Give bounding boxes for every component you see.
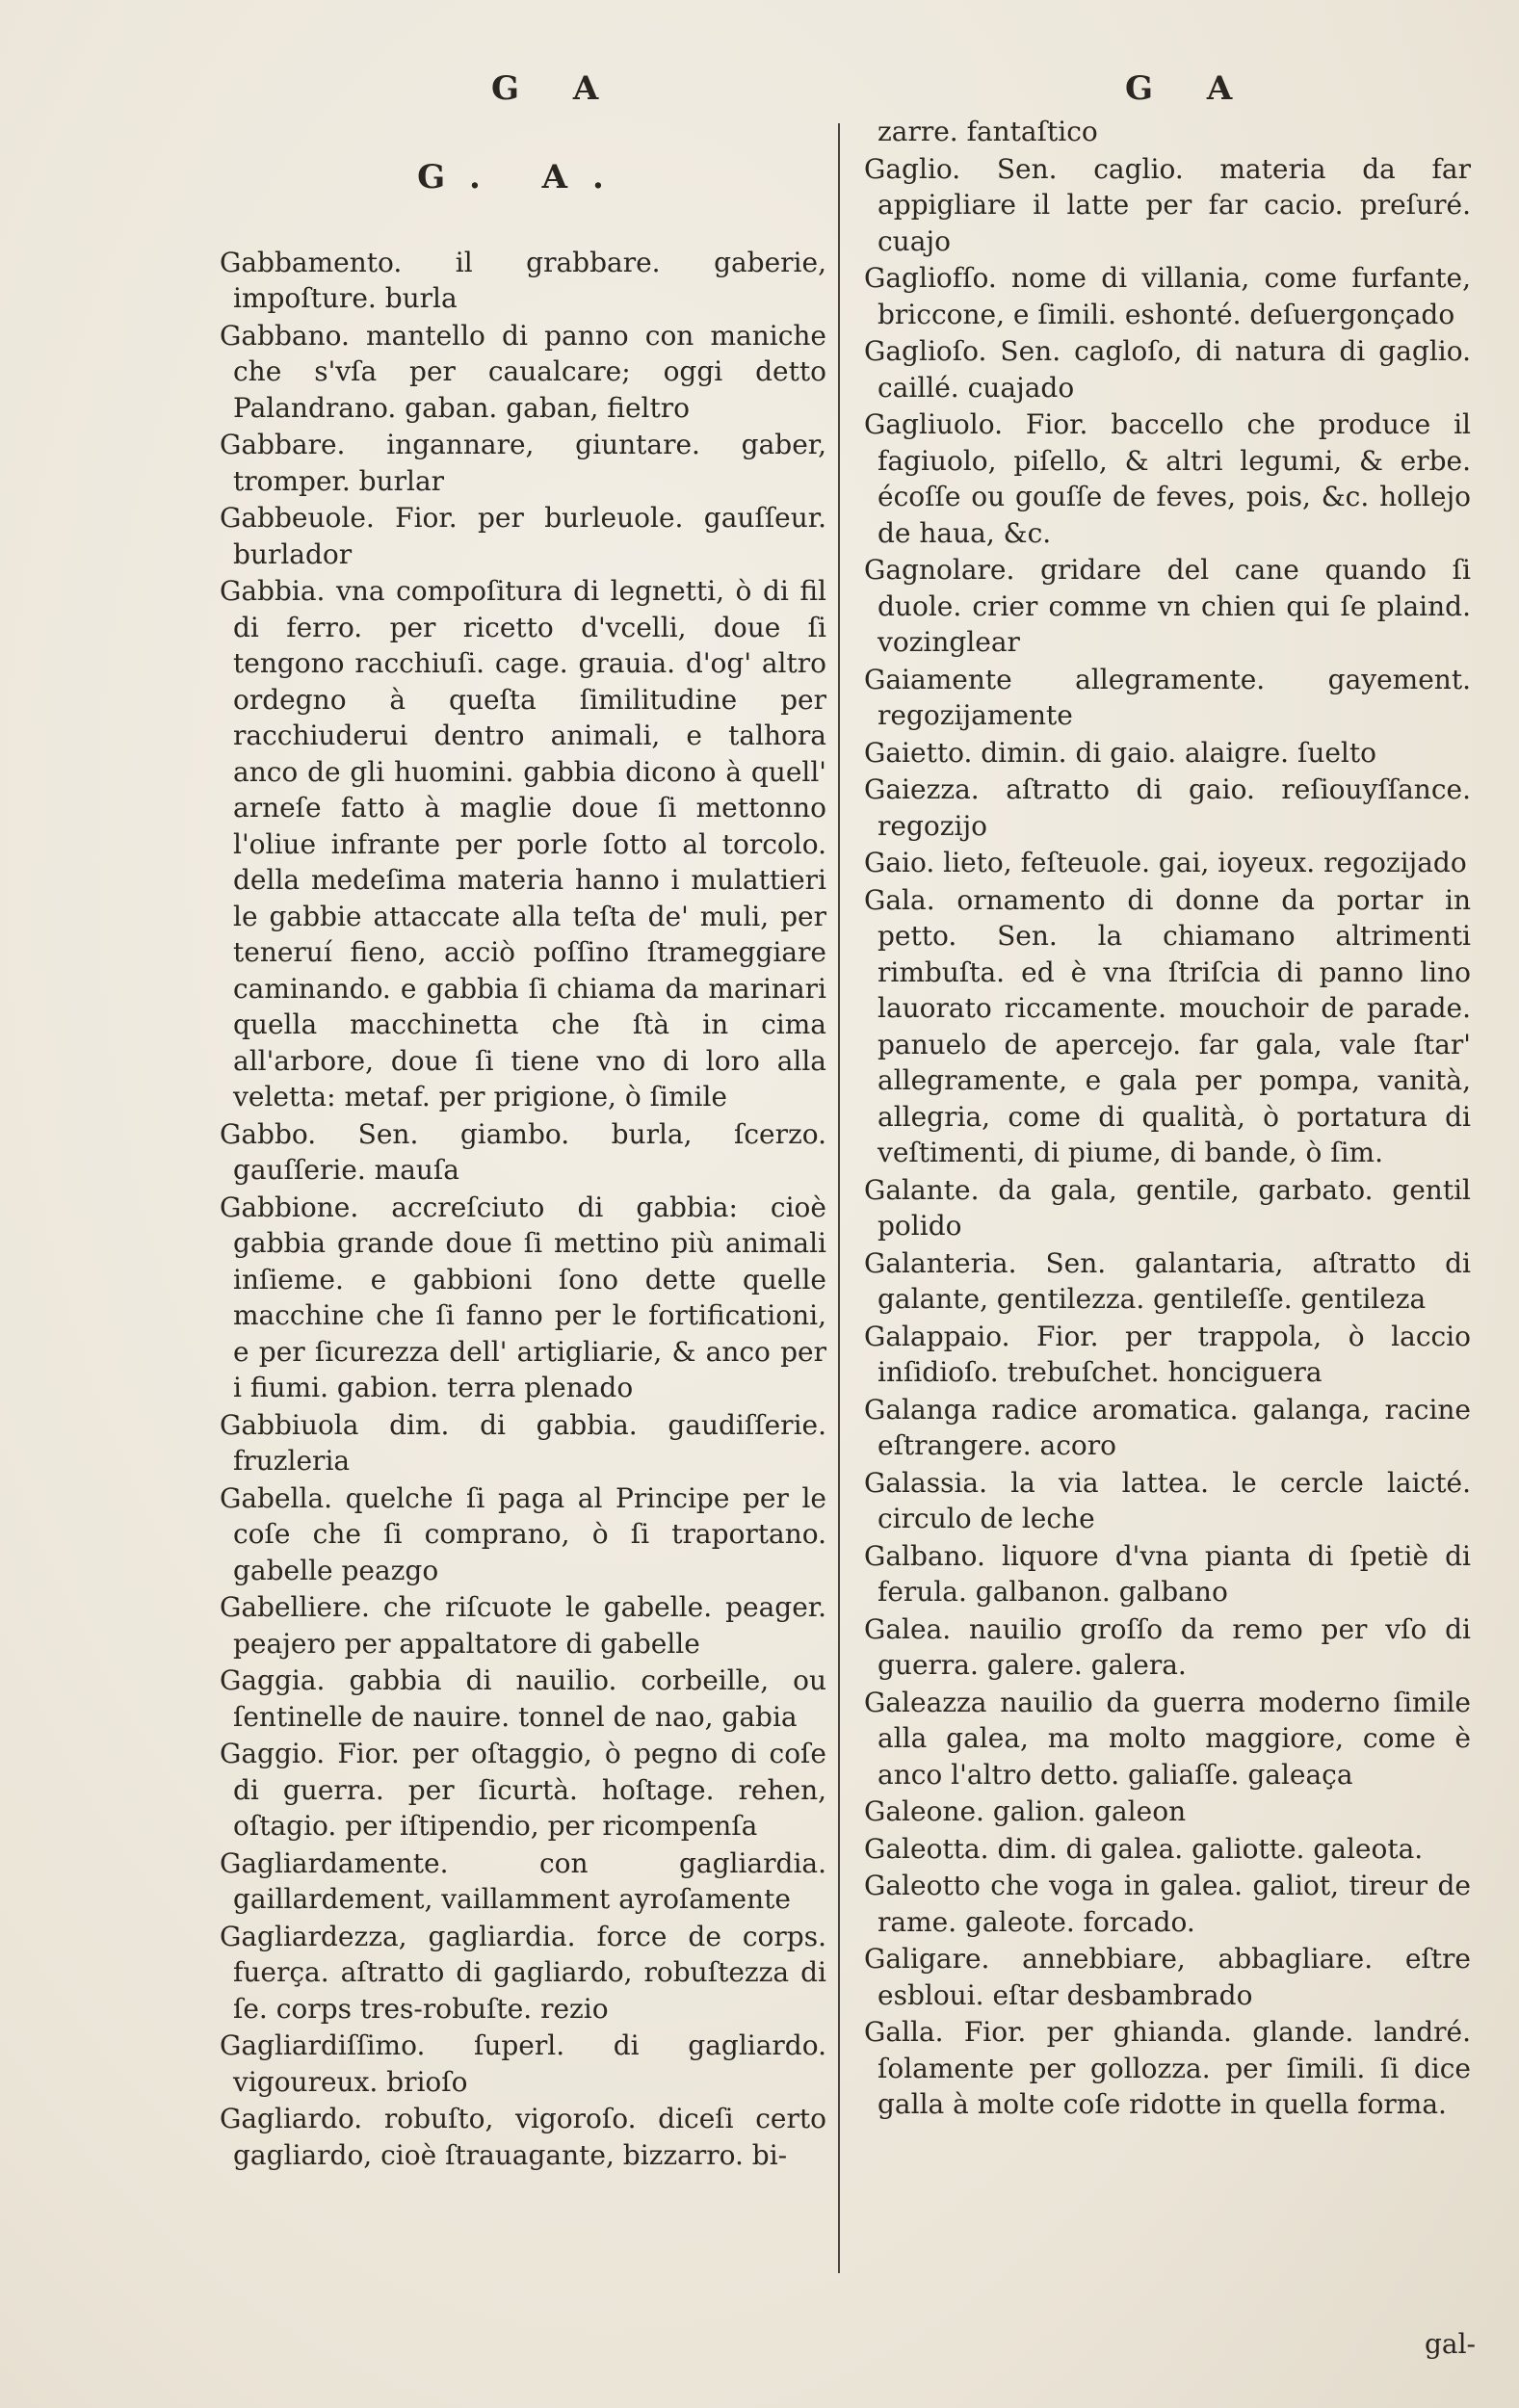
catchword: gal- (1424, 2328, 1476, 2360)
section-head: G. A. (417, 158, 629, 196)
dictionary-entry: Galappaio. Fior. per trappola, ò laccio inſidioſo. trebuſchet. honciguera (864, 1320, 1471, 1388)
dictionary-entry: Gaietto. dimin. di gaio. alaigre. ſuelto (864, 736, 1376, 769)
dictionary-entry-continuation: zarre. fantaſtico (877, 116, 1098, 147)
dictionary-entry: Galigare. annebbiare, abbagliare. eſtre esbloui. eſtar desbambrado (864, 1943, 1471, 2011)
dictionary-entry: Gagliardezza, gagliardia. force de corps. fuerça. aſtratto di gagliardo, robuſtezza di ſe. corps tres-robuſte. rezio (220, 1920, 826, 2025)
dictionary-entry: Gaiezza. aſtratto di gaio. reſiouyſſance. regozijo (864, 773, 1471, 842)
running-head-left: G A (491, 69, 620, 108)
dictionary-entry: Gagliofſo. nome di villania, come furfante, briccone, e ſimili. eshonté. deſuergonçado (864, 262, 1471, 330)
dictionary-entry: Gabelliere. che riſcuote le gabelle. peager. peajero per appaltatore di gabelle (220, 1591, 826, 1660)
dictionary-entry: Gaggia. gabbia di nauilio. corbeille, ou ſentinelle de nauire. tonnel de nao, gabia (220, 1664, 826, 1733)
dictionary-entry: Gagnolare. gridare del cane quando ſi duole. crier comme vn chien qui ſe plaind. vozinglear (864, 554, 1471, 658)
dictionary-entry: Gaglio. Sen. caglio. materia da far appigliare il latte per far cacio. preſuré. cuajo (864, 152, 1471, 257)
dictionary-entry: Gaio. lieto, feſteuole. gai, ioyeux. regozijado (864, 847, 1467, 878)
dictionary-entry: Gagliuolo. Fior. baccello che produce il fagiuolo, piſello, & altri legumi, & erbe. écoſſe ou gouſſe de feves, pois, &c. hollejo de haua, &c. (864, 408, 1471, 549)
dictionary-entry: Galbano. liquore d'vna pianta di ſpetiè di ferula. galbanon. galbano (864, 1539, 1471, 1608)
dictionary-entry: Gabbeuole. Fior. per burleuole. gauſſeur. burlador (220, 502, 826, 570)
dictionary-entry: Gabbare. ingannare, giuntare. gaber, tromper. burlar (220, 429, 826, 497)
dictionary-entry: Gabbione. accreſciuto di gabbia: cioè gabbia grande doue ſi mettino più animali inſieme. e gabbioni ſono dette quelle macchine che ſi fanno per le fortificationi, e per ſicurezza dell' artigliarie, & anco per i fiumi. gabion. terra plenado (220, 1191, 826, 1403)
dictionary-entry: Gala. ornamento di donne da portar in petto. Sen. la chiamano altrimenti rimbuſta. ed è vna ſtriſcia di panno lino lauorato riccamente. mouchoir de parade. panuelo de apercejo. far gala, vale ſtar' allegramente, e gala per pompa, vanità, allegria, come di qualità, ò portatura di veſtimenti, di piume, di bande, ò ſim. (864, 883, 1471, 1168)
dictionary-entry: Galassia. la via lattea. le cercle laicté. circulo de leche (864, 1466, 1471, 1534)
dictionary-entry: Galeotta. dim. di galea. galiotte. galeota. (864, 1832, 1424, 1865)
dictionary-entry: Gabbiuola dim. di gabbia. gaudiſſerie. fruzleria (220, 1408, 826, 1477)
running-head-right: G A (1125, 69, 1254, 108)
dictionary-entry: Gaiamente allegramente. gayement. regozijamente (864, 663, 1471, 731)
dictionary-entry: Gabbia. vna compoſitura di legnetti, ò di fil di ferro. per ricetto d'vcelli, doue ſi tengono racchiuſi. cage. grauia. d'og' altro ordegno à queſta ſimilitudine per racchiuderui dentro animali, e talhora anco de gli huomini. gabbia dicono à quell' arneſe fatto à maglie doue ſi mettonno l'oliue infrante per porle ſotto al torcolo. della medeſima materia hanno i mulattieri le gabbie attaccate alla teſta de' muli, per teneruí fieno, acciò poſſino ſtrameggiare caminando. e gabbia ſi chiama da marinari quella macchinetta che ſtà in cima all'arbore, doue ſi tiene vno di loro alla veletta: metaf. per prigione, ò ſimile (220, 575, 826, 1112)
dictionary-entry: Galeazza nauilio da guerra moderno ſimile alla galea, ma molto maggiore, come è anco l'altro detto. galiaſſe. galeaça (864, 1686, 1471, 1791)
dictionary-entry: Gagliardiſſimo. ſuperl. di gagliardo. vigoureux. brioſo (220, 2029, 826, 2098)
dictionary-entry: Gaglioſo. Sen. cagloſo, di natura di gaglio. caillé. cuajado (864, 335, 1471, 404)
dictionary-entry: Galla. Fior. per ghianda. glande. landré. ſolamente per gollozza. per ſimili. ſi dice galla à molte coſe ridotte in quella forma. (864, 2016, 1471, 2120)
column-divider (838, 123, 840, 2273)
dictionary-entry: Galante. da gala, gentile, garbato. gentil polido (864, 1173, 1471, 1242)
dictionary-entry: Galeotto che voga in galea. galiot, tireur de rame. galeote. forcado. (864, 1870, 1471, 1938)
dictionary-entry: Gaggio. Fior. per oſtaggio, ò pegno di coſe di guerra. per ſicurtà. hoſtage. rehen, oſtagio. per iſtipendio, per ricompenſa (220, 1738, 826, 1842)
right-column (864, 114, 1471, 2124)
dictionary-entry: Galea. nauilio groſſo da remo per vſo di guerra. galere. galera. (864, 1612, 1471, 1681)
dictionary-entry: Galeone. galion. galeon (864, 1795, 1187, 1827)
dictionary-entry: Galanga radice aromatica. galanga, racine eſtrangere. acoro (864, 1393, 1471, 1461)
dictionary-entry: Gabella. quelche ſi paga al Principe per le coſe che ſi comprano, ò ſi traportano. gabelle peazgo (220, 1481, 826, 1586)
dictionary-entry: Gabbano. mantello di panno con maniche che s'vſa per caualcare; oggi detto Palandrano. gaban. gaban, fieltro (220, 319, 826, 424)
dictionary-entry: Gabbamento. il grabbare. gaberie, impoſture. burla (220, 246, 826, 314)
dictionary-entry: Gagliardamente. con gagliardia. gaillardement, vaillamment ayroſamente (220, 1846, 826, 1915)
left-column (220, 114, 826, 2174)
dictionary-entry: Gagliardo. robuſto, vigoroſo. diceſi certo gagliardo, cioè ſtrauagante, bizzarro. bi- (220, 2103, 826, 2171)
dictionary-entry: Galanteria. Sen. galantaria, aſtratto di galante, gentilezza. gentileſſe. gentileza (864, 1246, 1471, 1315)
dictionary-entry: Gabbo. Sen. giambo. burla, ſcerzo. gauſſerie. mauſa (220, 1117, 826, 1186)
